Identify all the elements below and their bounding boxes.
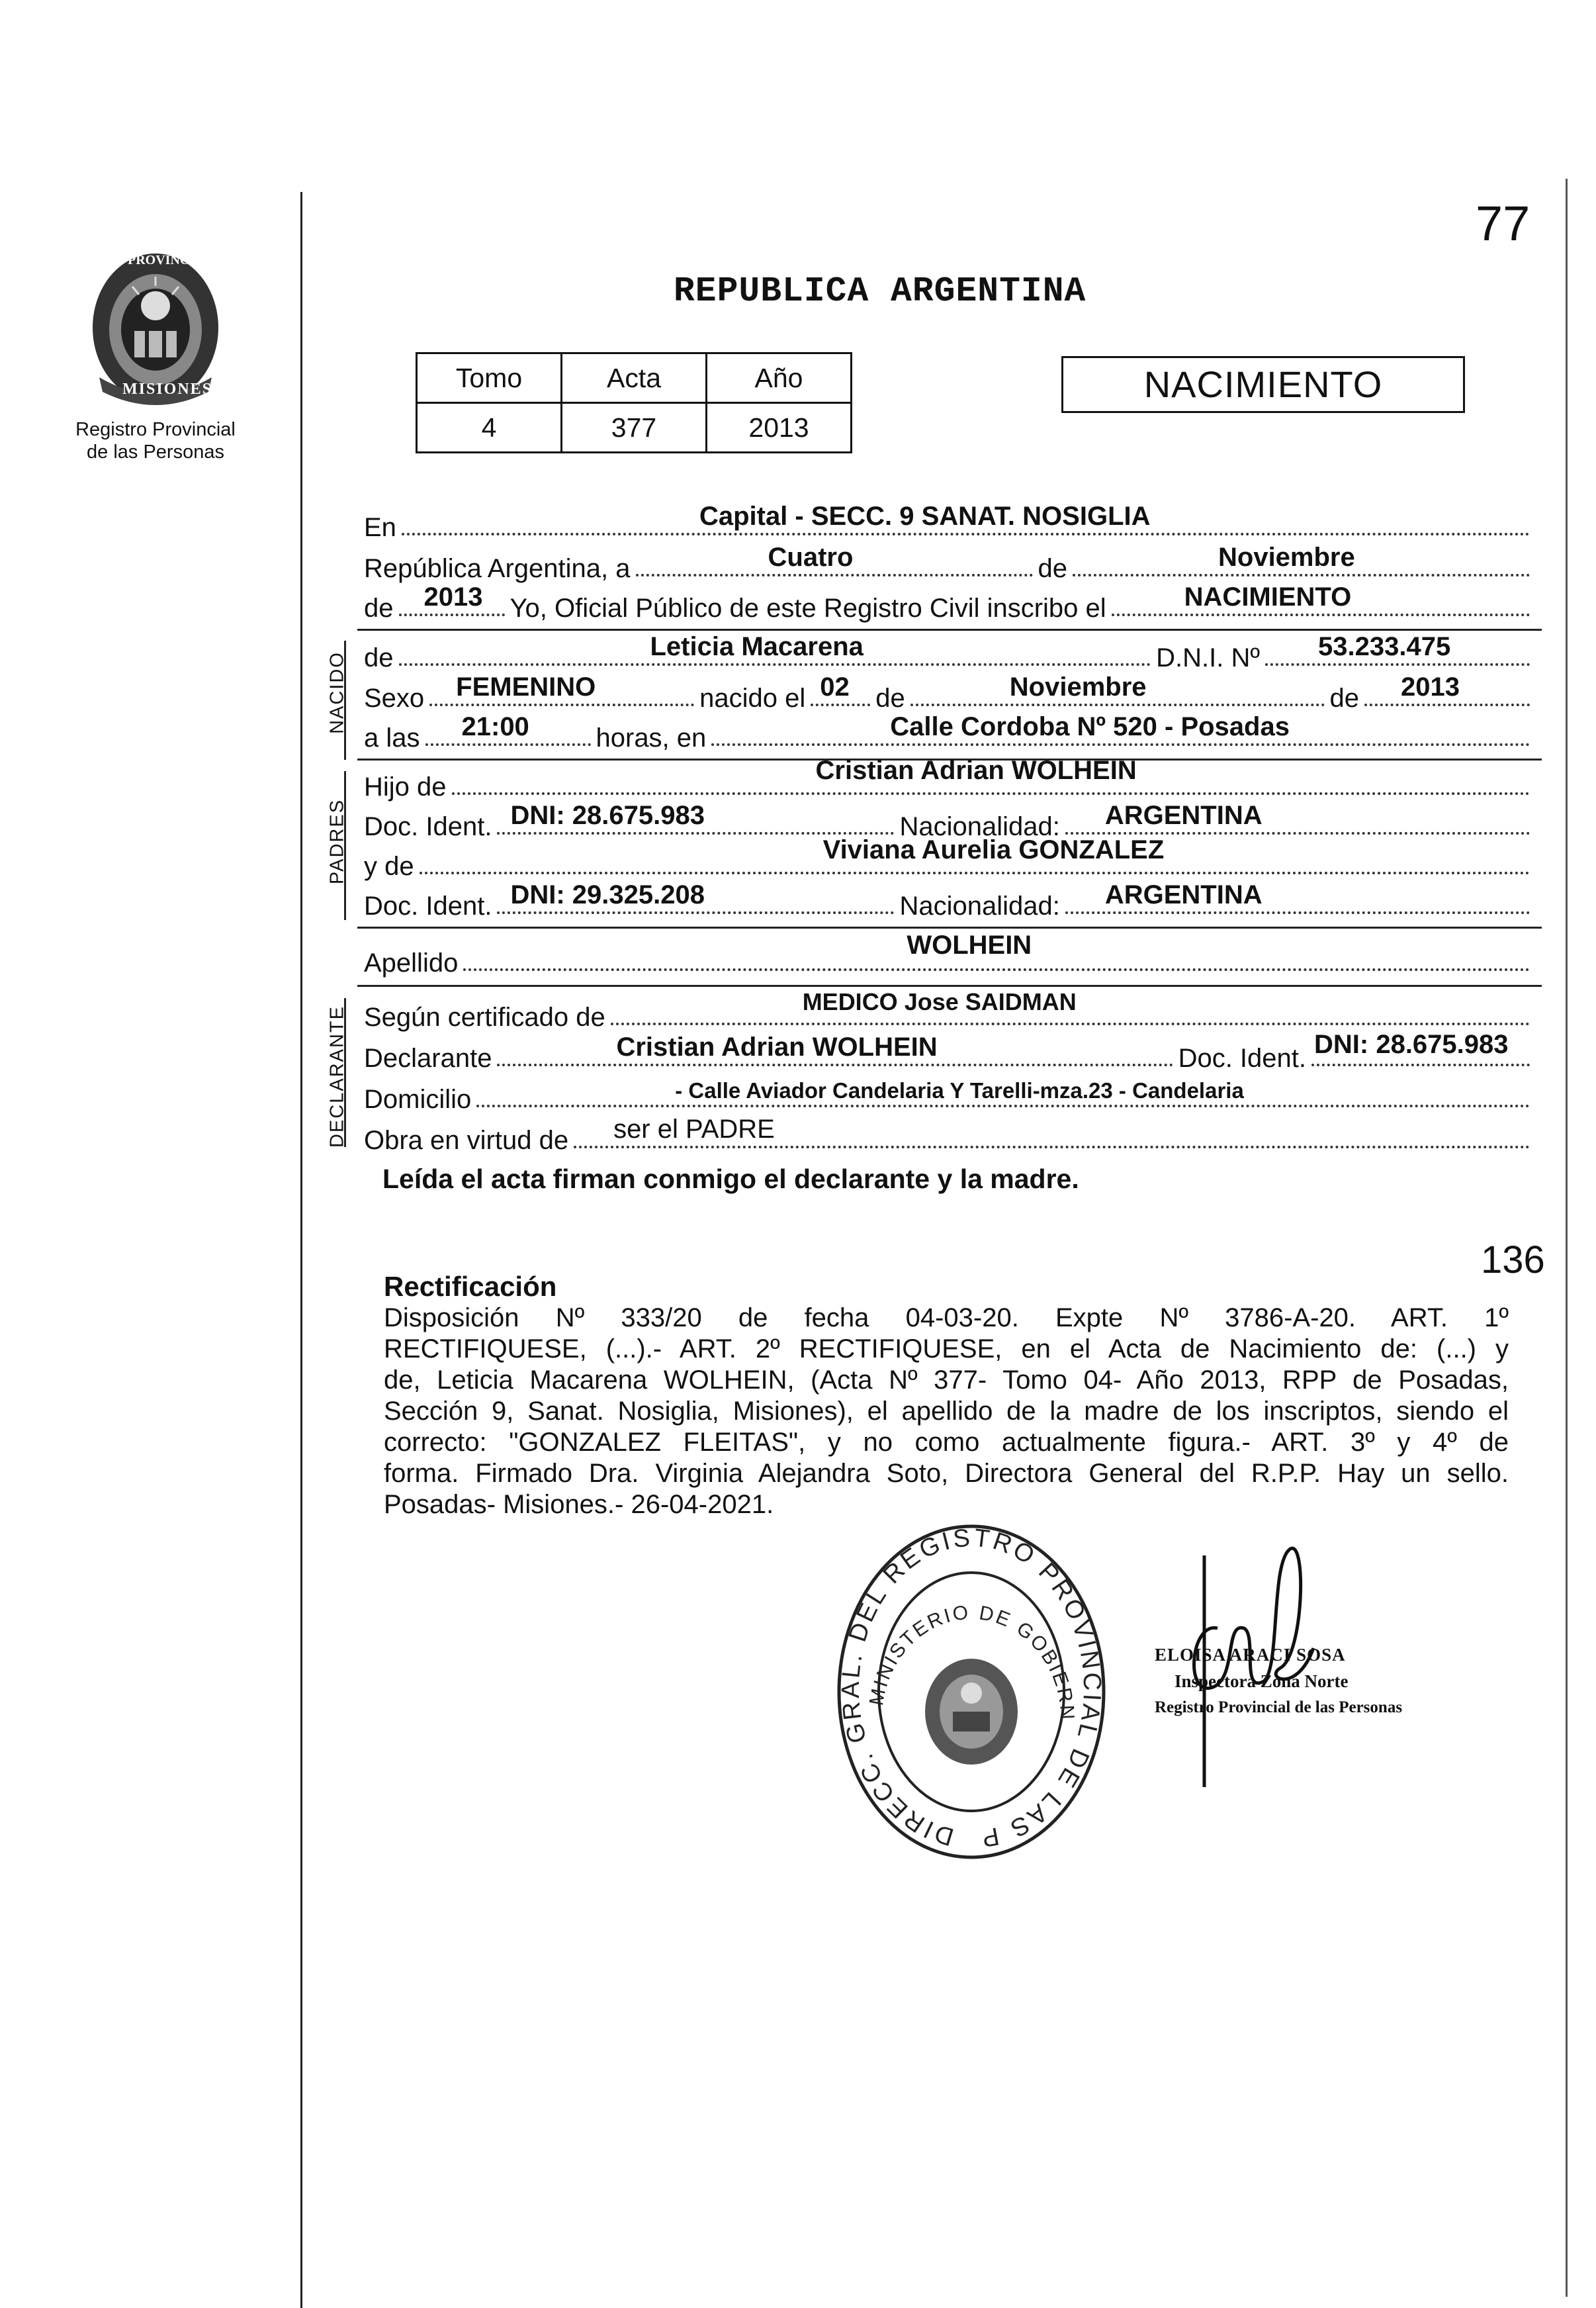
label-republica: República Argentina, a — [364, 554, 631, 583]
fill-padre-nac — [1065, 801, 1530, 835]
registry-label — [30, 418, 281, 463]
closing-statement: Leída el acta firman conmigo el declarante y la madre. — [382, 1164, 1079, 1194]
rectificacion-line-2: RECTIFIQUESE, (...).- ART. 2º RECTIFIQUESE, en el Acta de Nacimiento de: (...) y — [384, 1334, 1509, 1363]
seal-stamp-icon — [832, 1520, 1110, 1864]
fill-domicilio — [476, 1078, 1530, 1107]
record-table-value-row — [417, 403, 852, 453]
row-hijo-de — [364, 756, 1535, 802]
fill-birth-year — [1364, 672, 1530, 706]
value-padre: Cristian Adrian WOLHEIN — [815, 756, 1137, 785]
logo-text-top: PROVINCIA DE — [128, 253, 226, 267]
country-title: REPUBLICA ARGENTINA — [674, 271, 1086, 311]
section-declarante: DECLARANTE — [326, 1005, 348, 1148]
record-type-box: NACIMIENTO — [1061, 356, 1465, 413]
rectificacion-line-5: correcto: "GONZALEZ FLEITAS", y no como actualmente figura.- ART. 3º y 4º de — [384, 1428, 1509, 1457]
rectificacion-line-6: forma. Firmado Dra. Virginia Alejandra Soto, Directora General del R.P.P. Hay un sello. — [384, 1459, 1509, 1488]
row-y-de — [364, 835, 1535, 882]
registry-logo — [76, 245, 235, 410]
rectificacion-body — [384, 1303, 1509, 1520]
value-birth-year: 2013 — [1401, 672, 1460, 702]
table-header-acta: Acta — [562, 353, 707, 403]
section-padres: PADRES — [326, 798, 348, 885]
value-month: Noviembre — [1218, 543, 1355, 572]
fill-day — [636, 543, 1033, 577]
row-year — [364, 582, 1535, 623]
label-de-month: de — [1038, 554, 1067, 583]
label-declarante-doc: Doc. Ident. — [1178, 1044, 1306, 1073]
fill-hora — [425, 712, 591, 746]
value-declarante: Cristian Adrian WOLHEIN — [616, 1033, 938, 1062]
value-padre-nac: ARGENTINA — [1104, 801, 1263, 830]
value-declarante-doc: DNI: 28.675.983 — [1314, 1030, 1509, 1059]
label-declarante: Declarante — [364, 1044, 492, 1073]
label-en: En — [364, 513, 396, 542]
value-madre: Viviana Aurelia GONZALEZ — [822, 835, 1165, 864]
label-inscribo: Yo, Oficial Público de este Registro Civil inscribo el — [510, 594, 1106, 623]
label-dni: D.N.I. Nº — [1156, 643, 1260, 672]
label-horas-en: horas, en — [596, 723, 707, 753]
fill-segun — [611, 988, 1530, 1025]
value-child-name: Leticia Macarena — [650, 632, 864, 661]
row-en — [364, 502, 1535, 543]
separator-4 — [357, 985, 1542, 987]
fill-sexo — [429, 672, 694, 706]
label-de-year: de — [364, 594, 394, 623]
fill-name — [399, 632, 1151, 666]
row-sexo — [364, 672, 1535, 714]
signer-title: Inspectora Zona Norte — [1175, 1671, 1349, 1691]
fill-birth-day — [811, 672, 870, 706]
fill-birth-month — [910, 672, 1325, 706]
label-nacido-el: nacido el — [699, 684, 806, 713]
value-obra: ser el PADRE — [613, 1115, 775, 1144]
value-domicilio: - Calle Aviador Candelaria Y Tarelli-mza.23 - Candelaria — [675, 1078, 1244, 1103]
fill-apellido — [463, 931, 1530, 971]
fill-obra — [574, 1115, 1530, 1148]
value-madre-nac: ARGENTINA — [1104, 880, 1263, 909]
fill-act — [1112, 582, 1530, 616]
value-madre-doc: DNI: 29.325.208 — [510, 880, 705, 909]
label-madre-doc: Doc. Ident. — [364, 892, 492, 921]
label-hijo-de: Hijo de — [364, 772, 447, 802]
row-obra — [364, 1115, 1535, 1156]
fill-madre-nac — [1065, 880, 1530, 914]
label-apellido: Apellido — [364, 948, 459, 978]
row-domicilio — [364, 1074, 1535, 1115]
right-margin-line — [1566, 179, 1568, 2297]
seal-inner-text: MINISTERIO DE GOBIERN — [865, 1601, 1079, 1722]
fill-madre-doc — [497, 880, 894, 914]
table-header-tomo: Tomo — [417, 353, 562, 403]
rectificacion-line-3: de, Leticia Macarena WOLHEIN, (Acta Nº 377- Tomo 04- Año 2013, RPP de Posadas, — [384, 1365, 1509, 1395]
value-birth-day: 02 — [820, 672, 850, 702]
official-seal — [832, 1520, 1110, 1864]
value-segun: MEDICO Jose SAIDMAN — [802, 988, 1077, 1015]
label-de-birth-year: de — [1329, 684, 1359, 713]
label-segun: Según certificado de — [364, 1003, 605, 1032]
row-apellido — [364, 931, 1535, 978]
label-madre-nac: Nacionalidad: — [899, 892, 1060, 921]
row-nacido-name — [364, 632, 1535, 673]
label-de-birth-month: de — [875, 684, 905, 713]
label-a-las: a las — [364, 723, 420, 753]
registry-label-line2: de las Personas — [87, 441, 224, 463]
value-sexo: FEMENINO — [456, 672, 596, 702]
record-table-header-row — [417, 353, 852, 403]
value-hora: 21:00 — [461, 712, 529, 741]
table-value-anio: 2013 — [707, 403, 852, 453]
row-segun — [364, 988, 1535, 1033]
value-en: Capital - SECC. 9 SANAT. NOSIGLIA — [699, 502, 1151, 531]
left-margin-line — [300, 192, 302, 2308]
label-domicilio: Domicilio — [364, 1085, 472, 1114]
fill-padre — [452, 756, 1530, 795]
rectificacion-line-4: Sección 9, Sanat. Nosiglia, Misiones), el apellido de la madre de los inscriptos, siendo el — [384, 1397, 1509, 1426]
seal-outer-text: DIRECC. GRAL. DEL REGISTRO PROVINCIAL DE LAS P — [837, 1524, 1106, 1853]
signer-name: ELOISA ARACI SOSA — [1155, 1645, 1346, 1665]
value-day: Cuatro — [768, 543, 854, 572]
value-child-dni: 53.233.475 — [1318, 632, 1451, 661]
value-act: NACIMIENTO — [1184, 582, 1352, 612]
separator-1 — [357, 629, 1542, 631]
table-value-acta: 377 — [562, 403, 707, 453]
logo-text-bottom: MISIONES — [122, 381, 213, 398]
value-apellido: WOLHEIN — [907, 931, 1032, 960]
rectificacion-line-1: Disposición Nº 333/20 de fecha 04-03-20. Expte Nº 3786-A-20. ART. 1º — [384, 1303, 1509, 1332]
fill-declarante — [497, 1033, 1173, 1066]
registry-label-line1: Registro Provincial — [75, 419, 236, 440]
fill-padre-doc — [497, 801, 894, 835]
label-y-de: y de — [364, 852, 414, 881]
label-obra: Obra en virtud de — [364, 1126, 569, 1155]
signature-block — [1155, 1641, 1433, 1721]
page-number: 77 — [1476, 196, 1530, 251]
label-padre-doc: Doc. Ident. — [364, 812, 492, 841]
fill-month — [1073, 543, 1530, 577]
row-declarante — [364, 1030, 1535, 1074]
row-republica — [364, 543, 1535, 584]
fill-lugar — [711, 712, 1530, 746]
fill-year — [399, 582, 505, 616]
value-lugar: Calle Cordoba Nº 520 - Posadas — [890, 712, 1290, 741]
fill-madre — [420, 835, 1530, 874]
section-nacido: NACIDO — [326, 651, 348, 734]
fill-declarante-doc — [1311, 1030, 1530, 1066]
value-birth-month: Noviembre — [1009, 672, 1147, 702]
table-header-anio: Año — [707, 353, 852, 403]
record-number-table — [416, 352, 852, 453]
separator-3 — [357, 927, 1542, 929]
label-padre-nac: Nacionalidad: — [899, 812, 1060, 841]
rectificacion-number: 136 — [1481, 1238, 1545, 1281]
rectificacion-heading: Rectificación — [384, 1271, 557, 1302]
fill-en — [402, 502, 1530, 535]
value-padre-doc: DNI: 28.675.983 — [510, 801, 705, 830]
fill-dni — [1265, 632, 1530, 666]
table-value-tomo: 4 — [417, 403, 562, 453]
label-sexo: Sexo — [364, 684, 425, 713]
row-madre-doc — [364, 880, 1535, 921]
value-year: 2013 — [423, 582, 483, 612]
row-hora — [364, 712, 1535, 753]
signer-office: Registro Provincial de las Personas — [1155, 1698, 1403, 1716]
rectificacion-line-7: Posadas- Misiones.- 26-04-2021. — [384, 1490, 774, 1519]
label-de-name: de — [364, 643, 394, 672]
